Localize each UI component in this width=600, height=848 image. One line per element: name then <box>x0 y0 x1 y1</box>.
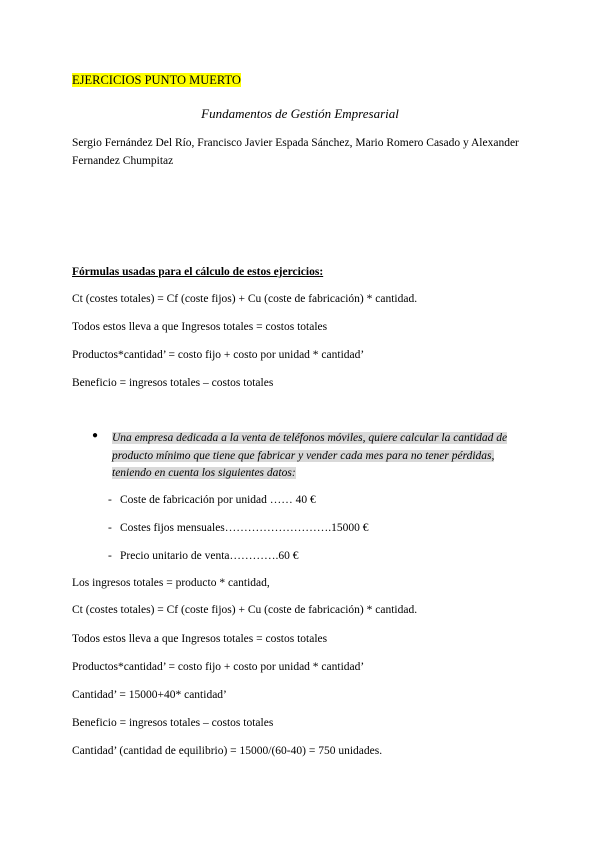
solution-line-4: Productos*cantidad’ = costo fijo + costo por unidad * cantidad’ <box>72 661 365 673</box>
solution-line-3: Todos estos lleva a que Ingresos totales = costos totales <box>72 633 328 645</box>
authors-line: Sergio Fernández Del Río, Francisco Javier Espada Sánchez, Mario Romero Casado y Alexander Fernandez Chumpitaz <box>72 137 519 167</box>
formula-line-1: Ct (costes totales) = Cf (coste fijos) + Cu (coste de fabricación) * cantidad. <box>72 293 418 305</box>
solution-line-6: Beneficio = ingresos totales – costos totales <box>72 717 274 729</box>
document-subtitle: Fundamentos de Gestión Empresarial <box>201 106 399 121</box>
formula-line-4: Beneficio = ingresos totales – costos totales <box>72 377 274 389</box>
exercise-text-highlight: Una empresa dedicada a la venta de teléfonos móviles, quiere calcular la cantidad de producto mínimo que tiene que fabricar y vender cada mes para no tener pérdidas, teniendo en cuenta los siguientes datos: <box>112 432 508 479</box>
title-highlight: EJERCICIOS PUNTO MUERTO <box>72 73 241 87</box>
data-item-unit-price: - Precio unitario de venta………….60 € <box>108 550 299 562</box>
solution-line-7: Cantidad’ (cantidad de equilibrio) = 15000/(60-40) = 750 unidades. <box>72 745 383 757</box>
solution-line-1: Los ingresos totales = producto * cantidad, <box>72 577 270 589</box>
solution-line-2: Ct (costes totales) = Cf (coste fijos) + Cu (coste de fabricación) * cantidad. <box>72 604 418 616</box>
formula-line-3: Productos*cantidad’ = costo fijo + costo por unidad * cantidad’ <box>72 349 365 361</box>
dash-icon: - <box>108 550 112 562</box>
data-item-unit-cost: - Coste de fabricación por unidad …… 40 € <box>108 494 316 506</box>
solution-line-5: Cantidad’ = 15000+40* cantidad’ <box>72 689 227 701</box>
dash-icon: - <box>108 494 112 506</box>
document-title <box>72 73 241 88</box>
bullet-icon: ● <box>92 430 99 441</box>
exercise-text <box>112 430 532 483</box>
data-item-fixed-costs: - Costes fijos mensuales……………………….15000 € <box>108 522 369 534</box>
formula-line-2: Todos estos lleva a que Ingresos totales = costos totales <box>72 321 328 333</box>
dash-icon: - <box>108 522 112 534</box>
formulas-heading: Fórmulas usadas para el cálculo de estos ejercicios: <box>72 266 324 278</box>
